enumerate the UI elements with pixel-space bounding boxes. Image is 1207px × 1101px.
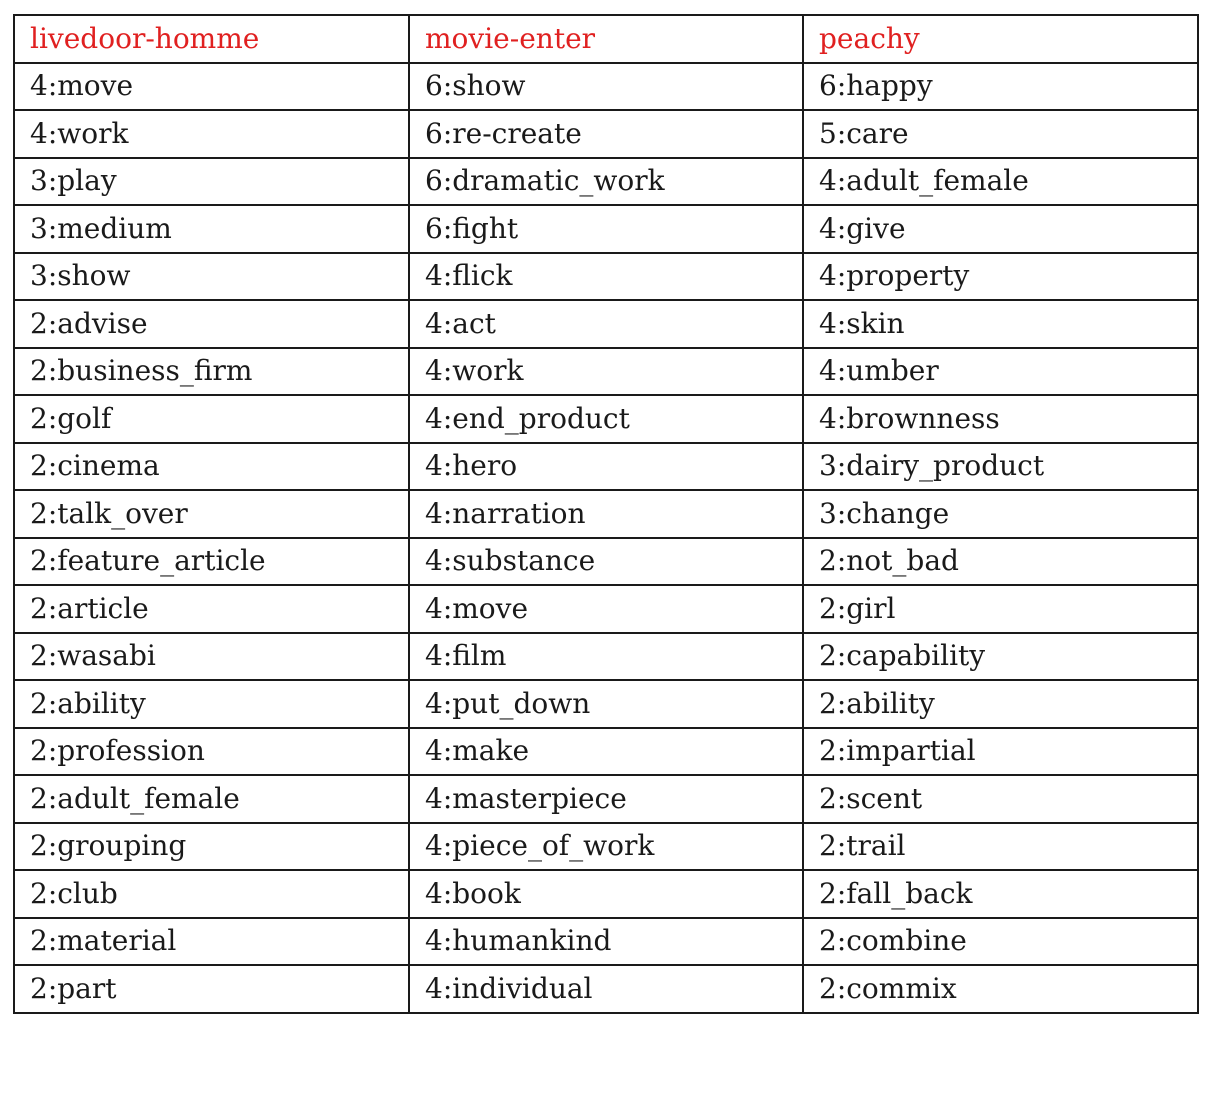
table-row: [14, 253, 1198, 301]
table-body: [14, 63, 1198, 1013]
table-row: [14, 205, 1198, 253]
table-cell: 2:talk_over: [14, 490, 409, 538]
word-frequency-table: [13, 14, 1199, 1014]
table-cell: 4:skin: [803, 300, 1198, 348]
table-cell: 2:not_bad: [803, 538, 1198, 586]
table-row: [14, 870, 1198, 918]
table-cell: 4:hero: [409, 443, 803, 491]
table-cell: 2:impartial: [803, 728, 1198, 776]
table-cell: 4:move: [409, 585, 803, 633]
table-cell: 2:profession: [14, 728, 409, 776]
table-cell: 2:feature_article: [14, 538, 409, 586]
column-header-movie-enter: movie-enter: [409, 15, 803, 63]
table-cell: 5:care: [803, 110, 1198, 158]
table-cell: 4:film: [409, 633, 803, 681]
table-cell: 2:adult_female: [14, 775, 409, 823]
table-cell: 2:wasabi: [14, 633, 409, 681]
table-header-row: [14, 15, 1198, 63]
table-row: [14, 490, 1198, 538]
table-row: [14, 680, 1198, 728]
table-row: [14, 395, 1198, 443]
table-cell: 4:piece_of_work: [409, 823, 803, 871]
table-cell: 2:golf: [14, 395, 409, 443]
table-cell: 2:trail: [803, 823, 1198, 871]
table-cell: 4:give: [803, 205, 1198, 253]
column-header-livedoor-homme: livedoor-homme: [14, 15, 409, 63]
table-row: [14, 348, 1198, 396]
table-row: [14, 918, 1198, 966]
table-cell: 3:play: [14, 158, 409, 206]
table-cell: 2:cinema: [14, 443, 409, 491]
table-row: [14, 823, 1198, 871]
table-cell: 4:flick: [409, 253, 803, 301]
table-cell: 2:material: [14, 918, 409, 966]
table-row: [14, 728, 1198, 776]
table-row: [14, 443, 1198, 491]
table-cell: 2:club: [14, 870, 409, 918]
table-cell: 4:property: [803, 253, 1198, 301]
table-cell: 2:article: [14, 585, 409, 633]
table-cell: 2:scent: [803, 775, 1198, 823]
table-cell: 4:end_product: [409, 395, 803, 443]
table-cell: 6:dramatic_work: [409, 158, 803, 206]
table-cell: 2:advise: [14, 300, 409, 348]
table-cell: 2:commix: [803, 965, 1198, 1013]
table-cell: 3:medium: [14, 205, 409, 253]
table-row: [14, 775, 1198, 823]
table-cell: 6:re-create: [409, 110, 803, 158]
table-cell: 6:fight: [409, 205, 803, 253]
table-cell: 3:dairy_product: [803, 443, 1198, 491]
table-row: [14, 633, 1198, 681]
table-cell: 4:put_down: [409, 680, 803, 728]
table-cell: 4:make: [409, 728, 803, 776]
table-cell: 4:brownness: [803, 395, 1198, 443]
table-cell: 4:book: [409, 870, 803, 918]
table-cell: 4:work: [409, 348, 803, 396]
table-row: [14, 110, 1198, 158]
table-row: [14, 63, 1198, 111]
table-cell: 4:humankind: [409, 918, 803, 966]
table-row: [14, 300, 1198, 348]
table-cell: 4:adult_female: [803, 158, 1198, 206]
table-cell: 2:grouping: [14, 823, 409, 871]
column-header-peachy: peachy: [803, 15, 1198, 63]
table-cell: 2:part: [14, 965, 409, 1013]
table-cell: 2:ability: [14, 680, 409, 728]
table-cell: 4:individual: [409, 965, 803, 1013]
table-cell: 2:capability: [803, 633, 1198, 681]
table-row: [14, 585, 1198, 633]
table-cell: 4:substance: [409, 538, 803, 586]
table-cell: 3:show: [14, 253, 409, 301]
table-cell: 4:masterpiece: [409, 775, 803, 823]
table-cell: 2:girl: [803, 585, 1198, 633]
table-cell: 6:show: [409, 63, 803, 111]
table-cell: 4:move: [14, 63, 409, 111]
table-cell: 3:change: [803, 490, 1198, 538]
table-cell: 2:combine: [803, 918, 1198, 966]
table-cell: 2:fall_back: [803, 870, 1198, 918]
table-cell: 4:narration: [409, 490, 803, 538]
table-cell: 2:business_firm: [14, 348, 409, 396]
table-cell: 6:happy: [803, 63, 1198, 111]
table-cell: 4:act: [409, 300, 803, 348]
table-cell: 2:ability: [803, 680, 1198, 728]
table-cell: 4:work: [14, 110, 409, 158]
table-row: [14, 158, 1198, 206]
table-row: [14, 965, 1198, 1013]
table-row: [14, 538, 1198, 586]
table-cell: 4:umber: [803, 348, 1198, 396]
